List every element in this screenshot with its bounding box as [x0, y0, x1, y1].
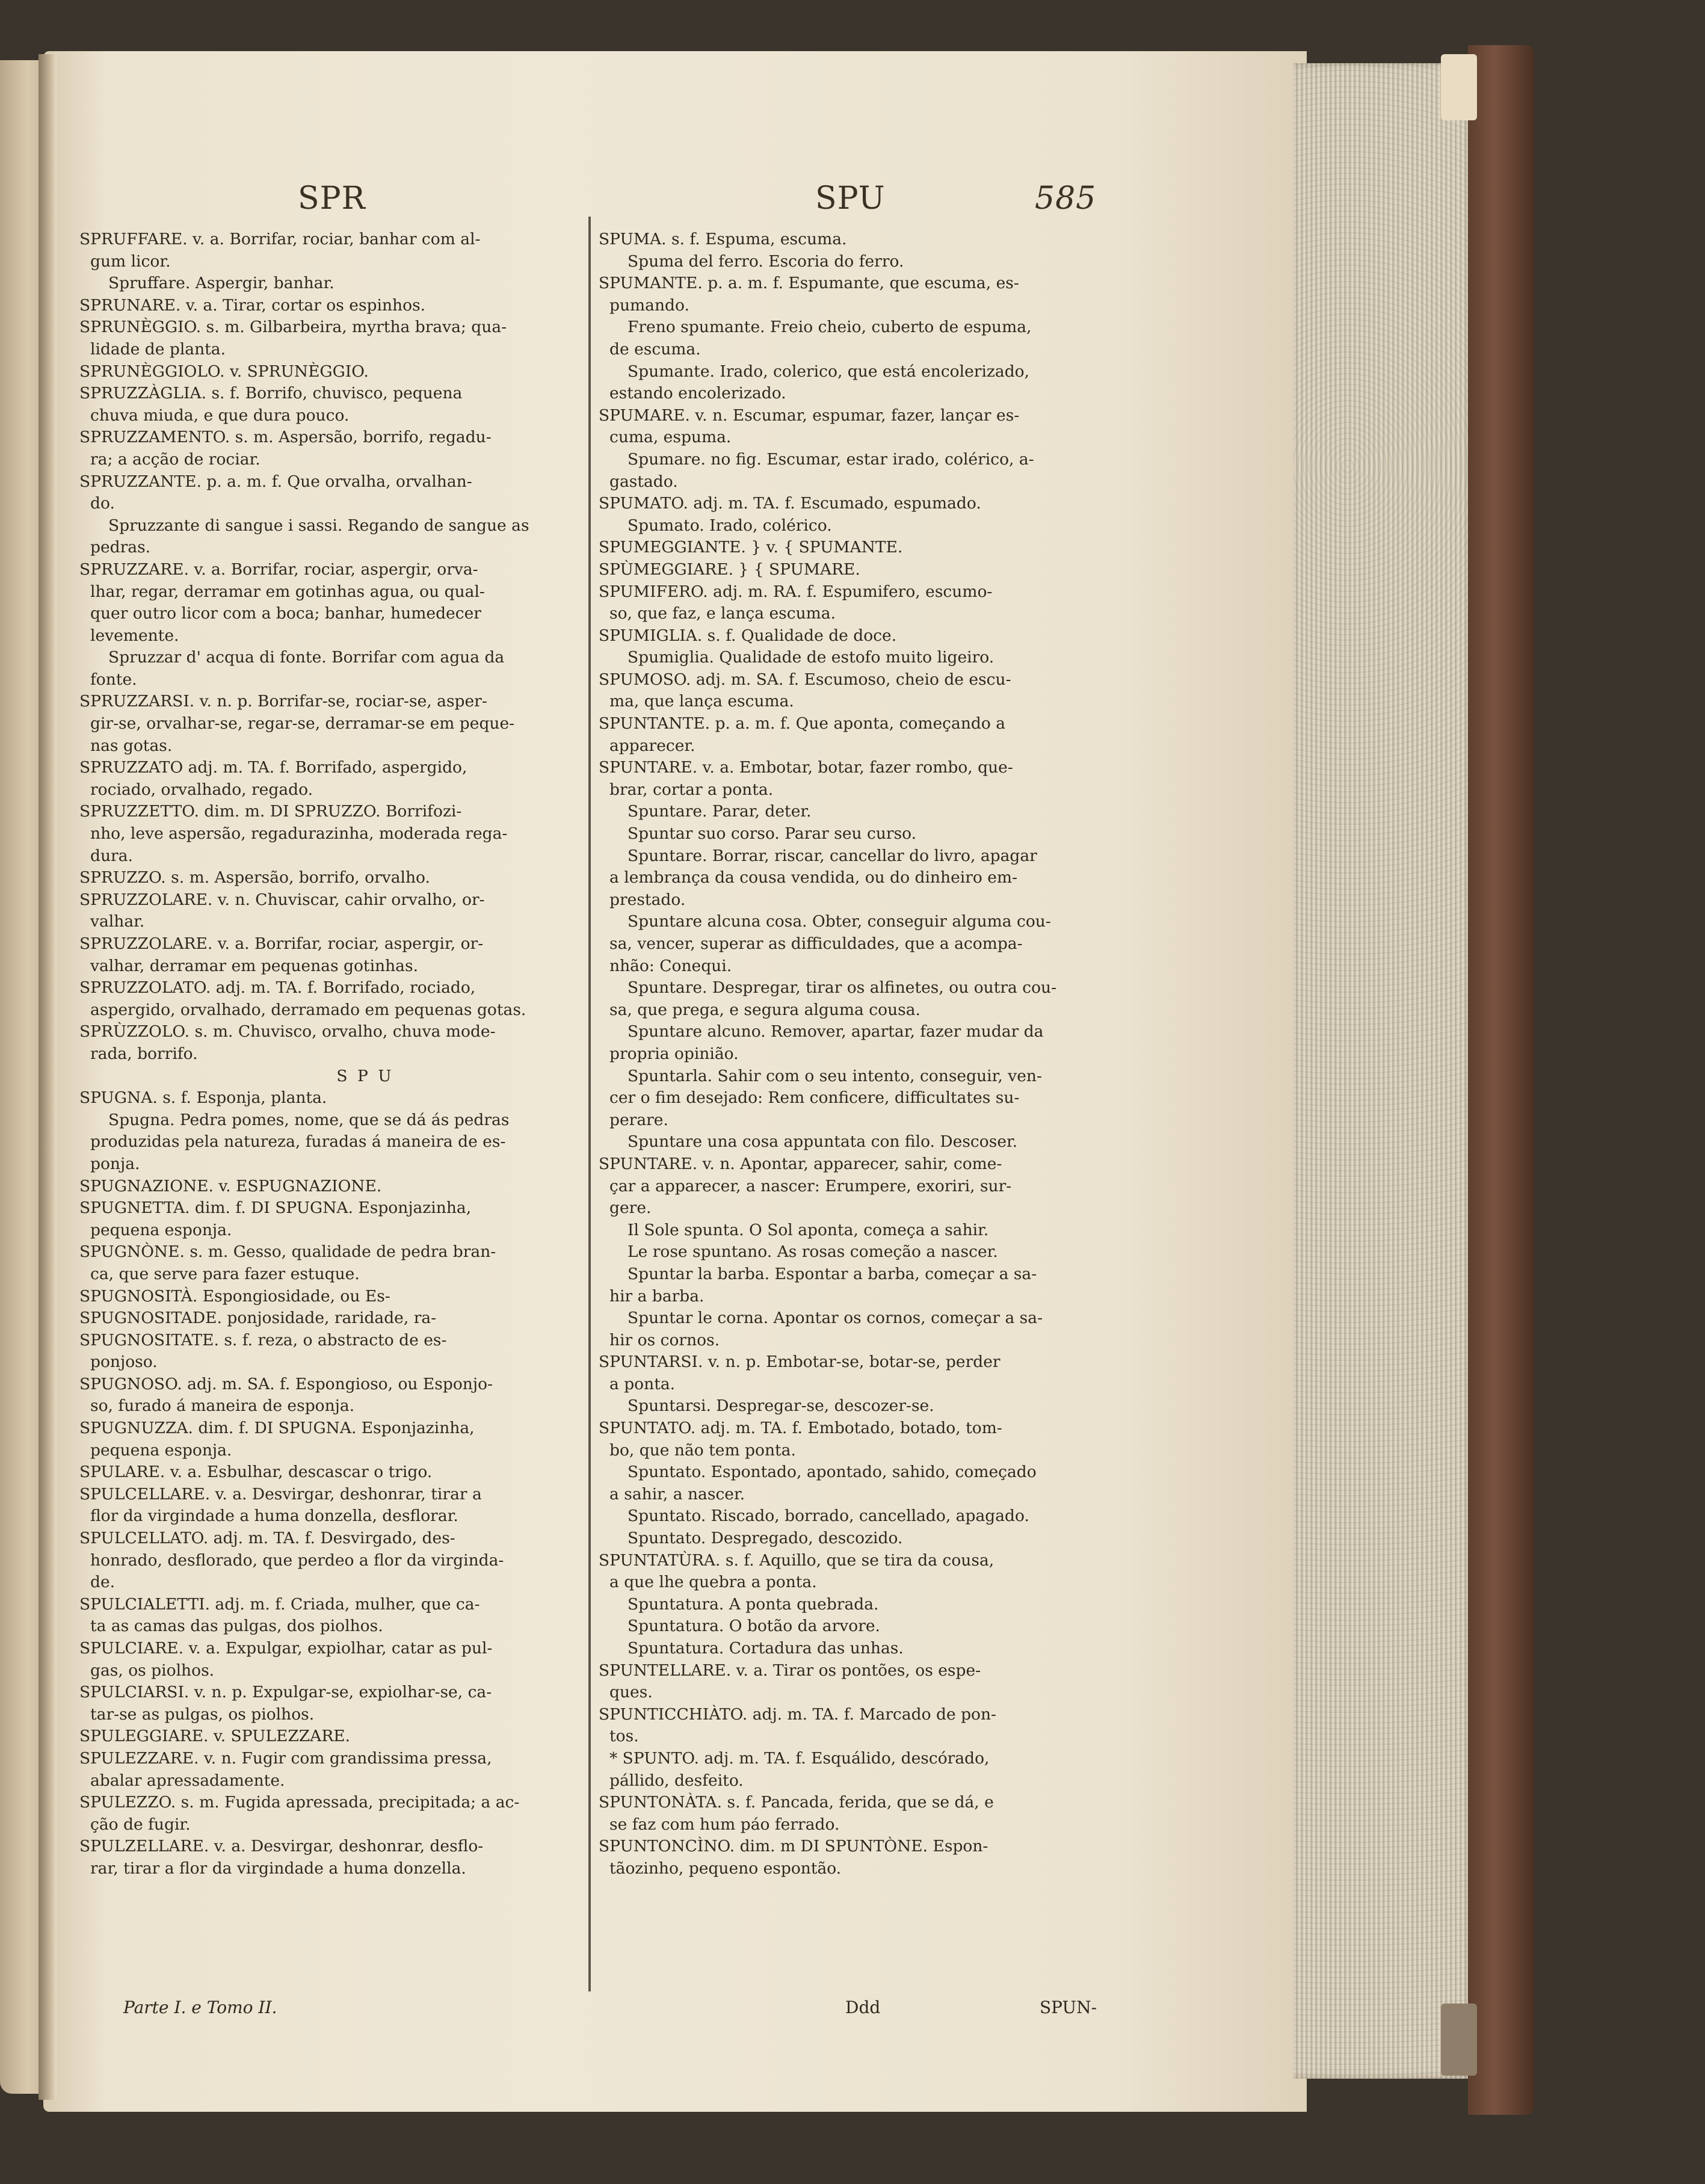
dictionary-line: Spumare. no fig. Escumar, estar irado, colérico, a- — [627, 449, 1034, 469]
dictionary-line: so, que faz, e lança escuma. — [609, 604, 836, 623]
dictionary-line: SPRUZZETTO. dim. m. DI SPRUZZO. Borrifozi- — [79, 802, 462, 821]
dictionary-line: pumando. — [609, 295, 689, 315]
dictionary-line: SPUNTICCHIÀTO. adj. m. TA. f. Marcado de pon- — [599, 1704, 997, 1724]
dictionary-line: SPUNTARE. v. n. Apontar, apparecer, sahir, come- — [599, 1154, 1002, 1173]
dictionary-line: estando encolerizado. — [609, 384, 786, 403]
dictionary-line: propria opinião. — [609, 1044, 739, 1063]
dictionary-line: SPRUFFARE. v. a. Borrifar, rociar, banhar com al- — [79, 230, 481, 248]
dictionary-line: Freno spumante. Freio cheio, cuberto de espuma, — [627, 318, 1032, 337]
dictionary-line: lidade de planta. — [90, 339, 226, 359]
dictionary-line: SPUGNUZZA. dim. f. DI SPUGNA. Esponjazinha, — [79, 1419, 475, 1438]
dictionary-line: cuma, espuma. — [609, 428, 732, 447]
dictionary-line: pequena esponja. — [90, 1440, 232, 1460]
dictionary-line: pequena esponja. — [90, 1220, 232, 1239]
dictionary-line: SPULEZZO. s. m. Fugida apressada, precipitada; a ac- — [79, 1793, 520, 1812]
dictionary-line: SPRUZZAMENTO. s. m. Aspersão, borrifo, regadu- — [79, 428, 492, 447]
dictionary-line: Spuntatura. O botão da arvore. — [627, 1617, 880, 1636]
dictionary-line: nho, leve aspersão, regadurazinha, moderada rega- — [90, 824, 508, 844]
dictionary-line: Spuntare una cosa appuntata con filo. Descoser. — [627, 1132, 1018, 1152]
dictionary-line: SPRÙZZOLO. s. m. Chuvisco, orvalho, chuva mode- — [79, 1022, 496, 1041]
dictionary-line: Spugna. Pedra pomes, nome, que se dá ás pedras — [108, 1110, 510, 1129]
dictionary-line: SPULCIARSI. v. n. p. Expulgar-se, expiolhar-se, ca- — [79, 1683, 492, 1702]
dictionary-line: Spuntare. Despregar, tirar os alfinetes, ou outra cou- — [627, 978, 1057, 998]
dictionary-line: SPULCELLARE. v. a. Desvirgar, deshonrar, tirar a — [79, 1484, 482, 1504]
dictionary-line: de escuma. — [609, 339, 701, 359]
dictionary-line: SPRUZZOLATO. adj. m. TA. f. Borrifado, rociado, — [79, 978, 476, 998]
dictionary-line: nas gotas. — [90, 736, 173, 755]
dictionary-line: hir a barba. — [609, 1286, 705, 1306]
dictionary-line: Spumante. Irado, colerico, que está encolerizado, — [627, 362, 1030, 381]
dictionary-line: prestado. — [609, 890, 686, 909]
dictionary-line: SPRUZZOLARE. v. n. Chuviscar, cahir orvalho, or- — [79, 890, 485, 909]
dictionary-line: cer o fim desejado: Rem conficere, difficultates su- — [609, 1088, 1020, 1108]
dictionary-line: Spuntarla. Sahir com o seu intento, conseguir, ven- — [627, 1066, 1042, 1085]
dictionary-line: SPULZELLARE. v. a. Desvirgar, deshonrar, desflo- — [79, 1837, 484, 1856]
dictionary-line: SPÙMEGGIARE. } { SPUMARE. — [599, 560, 860, 579]
footer-catchword: SPUN- — [1040, 1997, 1097, 2017]
dictionary-line: chuva miuda, e que dura pouco. — [90, 406, 350, 425]
dictionary-line: Spruzzante di sangue i sassi. Regando de sangue as — [108, 516, 529, 535]
dictionary-line: apparecer. — [609, 736, 695, 755]
dictionary-line: Spuntar le corna. Apontar os cornos, começar a sa- — [627, 1309, 1043, 1328]
dictionary-line: hir os cornos. — [609, 1330, 720, 1350]
dictionary-line: SPUMIGLIA. s. f. Qualidade de doce. — [599, 626, 897, 645]
dictionary-line: so, furado á maneira de esponja. — [90, 1396, 355, 1416]
dictionary-line: ta as camas das pulgas, dos piolhos. — [90, 1617, 383, 1636]
dictionary-line: SPRUZZOLARE. v. a. Borrifar, rociar, aspergir, or- — [79, 934, 484, 953]
dictionary-line: gastado. — [609, 472, 678, 491]
left-column — [79, 229, 579, 1880]
dictionary-line: SPUMATO. adj. m. TA. f. Escumado, espumado. — [599, 494, 981, 513]
dictionary-line: SPUNTONÀTA. s. f. Pancada, ferida, que se dá, e — [599, 1793, 994, 1812]
dictionary-line: SPUGNA. s. f. Esponja, planta. — [79, 1088, 327, 1108]
dictionary-line: a sahir, a nascer. — [609, 1484, 745, 1504]
running-head-left: SPR — [298, 180, 366, 217]
dictionary-line: Spuntato. Despregado, descozido. — [627, 1529, 903, 1548]
dictionary-line: rada, borrifo. — [90, 1044, 198, 1063]
dictionary-line: nhão: Conequi. — [609, 956, 732, 975]
dictionary-line: SPUMA. s. f. Espuma, escuma. — [599, 230, 847, 248]
dictionary-line: gas, os piolhos. — [90, 1661, 215, 1680]
dictionary-line: tar-se as pulgas, os piolhos. — [90, 1704, 315, 1724]
dictionary-line: pállido, desfeito. — [609, 1771, 744, 1790]
dictionary-line: Spuntatura. A ponta quebrada. — [627, 1594, 879, 1614]
dictionary-line: sa, vencer, superar as difficuldades, que a acompa- — [609, 934, 1023, 953]
dictionary-line: a que lhe quebra a ponta. — [609, 1573, 817, 1592]
dictionary-line: abalar apressadamente. — [90, 1771, 285, 1790]
dictionary-line: Spuntare. Borrar, riscar, cancellar do livro, apagar — [627, 846, 1037, 865]
dictionary-line: Spuntatura. Cortadura das unhas. — [627, 1639, 904, 1658]
dictionary-line: SPULEGGIARE. v. SPULEZZARE. — [79, 1727, 351, 1746]
running-head-center: SPU — [815, 180, 886, 217]
dictionary-line: dura. — [90, 846, 133, 865]
page-number: 585 — [1035, 180, 1097, 217]
dictionary-line: Spuntato. Riscado, borrado, cancellado, apagado. — [627, 1507, 1029, 1526]
dictionary-line: SPUNTONCÌNO. dim. m DI SPUNTÒNE. Espon- — [599, 1837, 988, 1856]
dictionary-line: rociado, orvalhado, regado. — [90, 780, 313, 799]
dictionary-line: Spumato. Irado, colérico. — [627, 516, 832, 535]
dictionary-line: SPUMOSO. adj. m. SA. f. Escumoso, cheio de escu- — [599, 670, 1011, 689]
dictionary-line: Spuntare alcuno. Remover, apartar, fazer mudar da — [627, 1022, 1044, 1041]
dictionary-line: se faz com hum páo ferrado. — [609, 1815, 840, 1834]
dictionary-line: SPULCELLATO. adj. m. TA. f. Desvirgado, des- — [79, 1529, 455, 1548]
dictionary-line: levemente. — [90, 626, 179, 645]
dictionary-line: SPUNTARSI. v. n. p. Embotar-se, botar-se, perder — [599, 1353, 1000, 1372]
footer-volume: Parte I. e Tomo II. — [123, 1997, 277, 2017]
dictionary-line: SPRUNÈGGIO. s. m. Gilbarbeira, myrtha brava; qua- — [79, 318, 507, 337]
dictionary-line: SPUGNOSITADE. ponjosidade, raridade, ra- — [79, 1309, 437, 1328]
dictionary-line: * SPUNTO. adj. m. TA. f. Esquálido, descórado, — [609, 1748, 990, 1768]
cover-corner-top — [1441, 54, 1477, 120]
dictionary-line: Il Sole spunta. O Sol aponta, começa a sahir. — [627, 1220, 989, 1239]
dictionary-line: Spuntato. Espontado, apontado, sahido, começado — [627, 1463, 1037, 1482]
dictionary-line: SPRUZZÀGLIA. s. f. Borrifo, chuvisco, pequena — [79, 384, 463, 403]
dictionary-line: SPUNTANTE. p. a. m. f. Que aponta, começando a — [599, 714, 1006, 733]
column-divider — [588, 217, 591, 1991]
dictionary-line: Spuntar suo corso. Parar seu curso. — [627, 824, 917, 844]
dictionary-line: ponja. — [90, 1154, 140, 1173]
dictionary-line: SPULEZZARE. v. n. Fugir com grandissima pressa, — [79, 1748, 492, 1768]
dictionary-line: SPRUZZARE. v. a. Borrifar, rociar, aspergir, orva- — [79, 560, 478, 579]
dictionary-line: de. — [90, 1573, 116, 1592]
dictionary-line: ca, que serve para fazer estuque. — [90, 1264, 360, 1283]
dictionary-line: pedras. — [90, 538, 151, 557]
dictionary-line: SPUMANTE. p. a. m. f. Espumante, que escuma, es- — [599, 274, 1019, 293]
dictionary-line: SPUNTATO. adj. m. TA. f. Embotado, botado, tom- — [599, 1419, 1002, 1438]
dictionary-line: ponjoso. — [90, 1353, 158, 1372]
dictionary-line: SPULCIALETTI. adj. m. f. Criada, mulher, que ca- — [79, 1594, 480, 1614]
dictionary-line: SPUMIFERO. adj. m. RA. f. Espumifero, escumo- — [599, 582, 993, 601]
dictionary-line: valhar. — [90, 912, 145, 931]
dictionary-line: Spumiglia. Qualidade de estofo muito ligeiro. — [627, 648, 994, 667]
dictionary-line: SPRUZZANTE. p. a. m. f. Que orvalha, orvalhan- — [79, 472, 472, 491]
dictionary-line: lhar, regar, derramar em gotinhas agua, ou qual- — [90, 582, 485, 601]
page-fore-edge — [1293, 63, 1474, 2079]
dictionary-line: Spuntarsi. Despregar-se, descozer-se. — [627, 1396, 934, 1416]
dictionary-line: Spruzzar d' acqua di fonte. Borrifar com agua da — [108, 648, 505, 667]
dictionary-line: ma, que lança escuma. — [609, 692, 794, 711]
dictionary-line: do. — [90, 494, 115, 513]
dictionary-line: sa, que prega, e segura alguma cousa. — [609, 1000, 920, 1019]
book-gutter — [39, 54, 57, 2100]
footer-signature-mark: Ddd — [845, 1997, 881, 2017]
dictionary-line: rar, tirar a flor da virgindade a huma donzella. — [90, 1859, 466, 1878]
dictionary-line: SPRUNARE. v. a. Tirar, cortar os espinhos. — [79, 295, 426, 315]
dictionary-line: ção de fugir. — [90, 1815, 191, 1834]
dictionary-line: Spuntar la barba. Espontar a barba, começar a sa- — [627, 1264, 1037, 1283]
dictionary-line: quer outro licor com a boca; banhar, humedecer — [90, 604, 481, 623]
cover-corner-bottom — [1441, 2004, 1477, 2076]
book-cover-edge — [1468, 45, 1534, 2115]
dictionary-line: SPRUZZARSI. v. n. p. Borrifar-se, rociar-se, asper- — [79, 692, 487, 711]
dictionary-line: SPUGNÒNE. s. m. Gesso, qualidade de pedra bran- — [79, 1242, 496, 1262]
dictionary-line: produzidas pela natureza, furadas á maneira de es- — [90, 1132, 506, 1152]
dictionary-line: valhar, derramar em pequenas gotinhas. — [90, 956, 418, 975]
dictionary-line: bo, que não tem ponta. — [609, 1440, 796, 1460]
dictionary-line: SPUGNOSITATE. s. f. reza, o abstracto de es- — [79, 1330, 447, 1350]
dictionary-line: SPRUZZO. s. m. Aspersão, borrifo, orvalho. — [79, 868, 430, 887]
dictionary-line: Spuntare alcuna cosa. Obter, conseguir alguma cou- — [627, 912, 1051, 931]
dictionary-line: çar a apparecer, a nascer: Erumpere, exoriri, sur- — [609, 1176, 1012, 1195]
dictionary-line: SPUNTATÙRA. s. f. Aquillo, que se tira da cousa, — [599, 1550, 994, 1570]
dictionary-line: a ponta. — [609, 1374, 676, 1393]
dictionary-line: SPUGNOSITÀ. Espongiosidade, ou Es- — [79, 1286, 390, 1306]
dictionary-line: SPUNTARE. v. a. Embotar, botar, fazer rombo, que- — [599, 758, 1013, 777]
dictionary-line: Le rose spuntano. As rosas começão a nascer. — [627, 1242, 998, 1262]
dictionary-line: SPRUNÈGGIOLO. v. SPRUNÈGGIO. — [79, 362, 369, 381]
dictionary-line: gum licor. — [90, 251, 171, 271]
dictionary-line: SPULARE. v. a. Esbulhar, descascar o trigo. — [79, 1463, 433, 1482]
dictionary-line: perare. — [609, 1110, 668, 1129]
dictionary-line: gir-se, orvalhar-se, regar-se, derramar-se em peque- — [90, 714, 515, 733]
dictionary-line: ra; a acção de rociar. — [90, 449, 261, 469]
dictionary-line: S P U — [336, 1066, 394, 1085]
dictionary-line: tãozinho, pequeno espontão. — [609, 1859, 842, 1878]
dictionary-line: flor da virgindade a huma donzella, desflorar. — [90, 1507, 458, 1526]
dictionary-line: SPUMARE. v. n. Escumar, espumar, fazer, lançar es- — [599, 406, 1020, 425]
dictionary-line: honrado, desflorado, que perdeo a flor da virginda- — [90, 1550, 504, 1570]
dictionary-line: SPUNTELLARE. v. a. Tirar os pontões, os espe- — [599, 1661, 981, 1680]
dictionary-line: SPUGNAZIONE. v. ESPUGNAZIONE. — [79, 1176, 382, 1195]
dictionary-line: fonte. — [90, 670, 137, 689]
dictionary-line: Spuma del ferro. Escoria do ferro. — [627, 251, 904, 271]
dictionary-line: brar, cortar a ponta. — [609, 780, 774, 799]
dictionary-line: a lembrança da cousa vendida, ou do dinheiro em- — [609, 868, 1018, 887]
dictionary-line: SPRUZZATO adj. m. TA. f. Borrifado, aspergido, — [79, 758, 467, 777]
dictionary-line: aspergido, orvalhado, derramado em pequenas gotas. — [90, 1000, 526, 1019]
dictionary-line: tos. — [609, 1727, 639, 1746]
right-column — [599, 229, 1107, 1880]
dictionary-line: SPUGNOSO. adj. m. SA. f. Espongioso, ou Esponjo- — [79, 1374, 493, 1393]
dictionary-line: gere. — [609, 1198, 652, 1218]
dictionary-line: Spuntare. Parar, deter. — [627, 802, 812, 821]
dictionary-line: SPUGNETTA. dim. f. DI SPUGNA. Esponjazinha, — [79, 1198, 472, 1218]
dictionary-line: ques. — [609, 1683, 653, 1702]
dictionary-line: SPUMEGGIANTE. } v. { SPUMANTE. — [599, 538, 903, 557]
dictionary-line: Spruffare. Aspergir, banhar. — [108, 274, 335, 293]
dictionary-line: SPULCIARE. v. a. Expulgar, expiolhar, catar as pul- — [79, 1639, 493, 1658]
